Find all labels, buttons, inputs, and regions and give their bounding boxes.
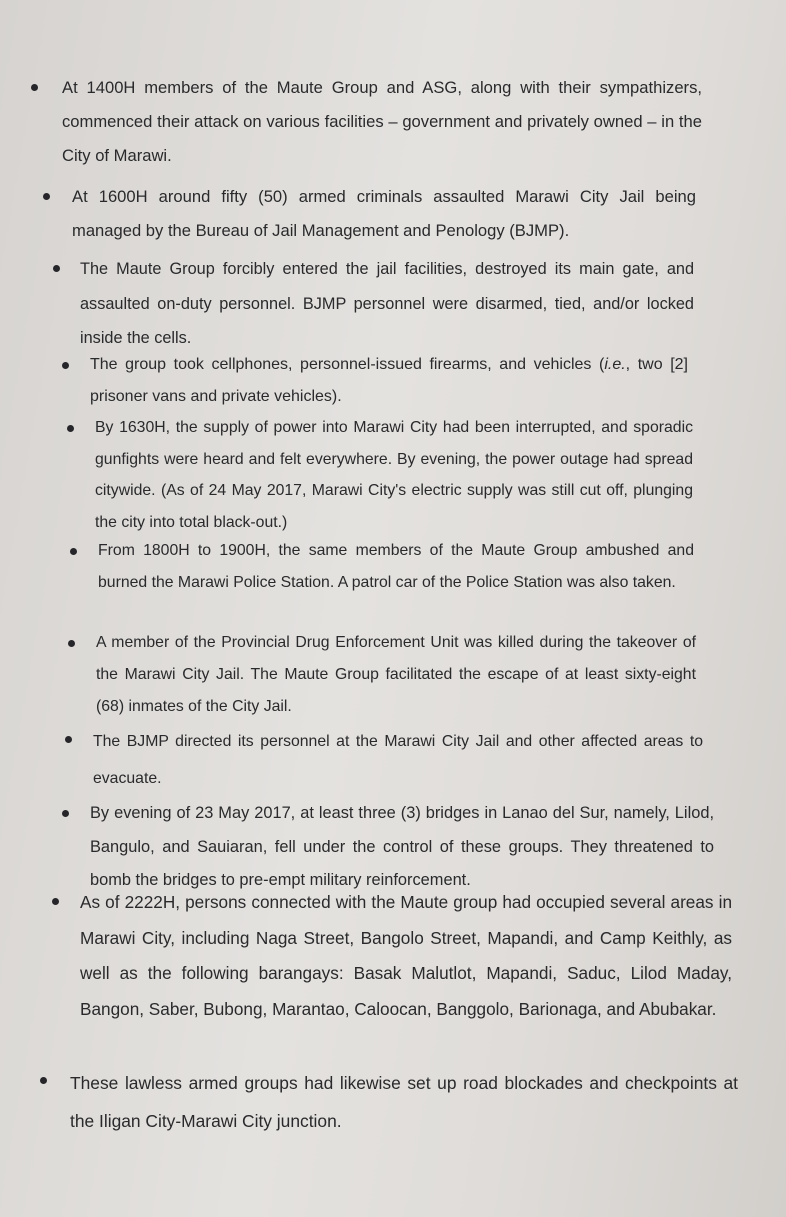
bullet-icon xyxy=(52,898,59,905)
bullet-text: At 1600H around fifty (50) armed criminals assaulted Marawi City Jail being managed by the Bureau of Jail Management and Penology (BJMP). xyxy=(72,187,696,240)
bullet-text: By evening of 23 May 2017, at least three (3) bridges in Lanao del Sur, namely, Lilod, Bangulo, and Sauiaran, fell under the control of these groups. They threatened to bomb the bridges to pre-empt military reinforcement. xyxy=(90,804,714,889)
bullet-text: By 1630H, the supply of power into Marawi City had been interrupted, and sporadic gunfights were heard and felt everywhere. By evening, the power outage had spread citywide. (As of 24 May 2017, Marawi City's electric supply was still cut off, plunging the city into total black-out.) xyxy=(95,419,693,531)
list-item xyxy=(70,1064,738,1140)
bullet-icon xyxy=(31,84,38,91)
bullet-icon xyxy=(40,1077,47,1084)
list-item xyxy=(98,535,694,598)
bullet-text: These lawless armed groups had likewise set up road blockades and checkpoints at the Iligan City-Marawi City junction. xyxy=(70,1073,738,1131)
bullet-icon xyxy=(53,265,60,272)
list-item xyxy=(80,885,732,1027)
list-item xyxy=(93,723,703,797)
list-item xyxy=(90,349,688,413)
bullet-icon xyxy=(70,548,77,555)
bullet-icon xyxy=(65,736,72,743)
list-item xyxy=(90,797,714,898)
bullet-text: As of 2222H, persons connected with the Maute group had occupied several areas in Marawi City, including Naga Street, Bangolo Street, Mapandi, and Camp Keithly, as well as the following barangays: Basak Malutlot, Mapandi, Saduc, Lilod Maday, Bangon, Saber, Bubong, Marantao, Caloocan, Banggolo, Barionaga, and Abubakar. xyxy=(80,892,732,1019)
list-item xyxy=(80,252,694,356)
bullet-icon xyxy=(67,425,74,432)
bullet-icon xyxy=(68,640,75,647)
list-item xyxy=(96,627,696,723)
bullet-text: A member of the Provincial Drug Enforcement Unit was killed during the takeover of the Marawi City Jail. The Maute Group facilitated the escape of at least sixty-eight (68) inmates of the City Jail. xyxy=(96,634,696,715)
list-item xyxy=(95,412,693,538)
list-item xyxy=(72,180,696,248)
bullet-text: The group took cellphones, personnel-issued firearms, and vehicles (i.e., two [2] prisoner vans and private vehicles). xyxy=(90,356,688,405)
bullet-icon xyxy=(62,810,69,817)
bullet-icon xyxy=(43,193,50,200)
bullet-text: The Maute Group forcibly entered the jail facilities, destroyed its main gate, and assaulted on-duty personnel. BJMP personnel were disarmed, tied, and/or locked inside the cells. xyxy=(80,260,694,347)
bullet-text: The BJMP directed its personnel at the Marawi City Jail and other affected areas to evacuate. xyxy=(93,733,703,787)
bullet-icon xyxy=(62,362,69,369)
list-item xyxy=(62,71,702,173)
bullet-text: From 1800H to 1900H, the same members of the Maute Group ambushed and burned the Marawi Police Station. A patrol car of the Police Station was also taken. xyxy=(98,542,694,591)
italic-abbreviation: i.e. xyxy=(604,356,626,373)
bullet-text: At 1400H members of the Maute Group and ASG, along with their sympathizers, commenced their attack on various facilities – government and privately owned – in the City of Marawi. xyxy=(62,78,702,165)
